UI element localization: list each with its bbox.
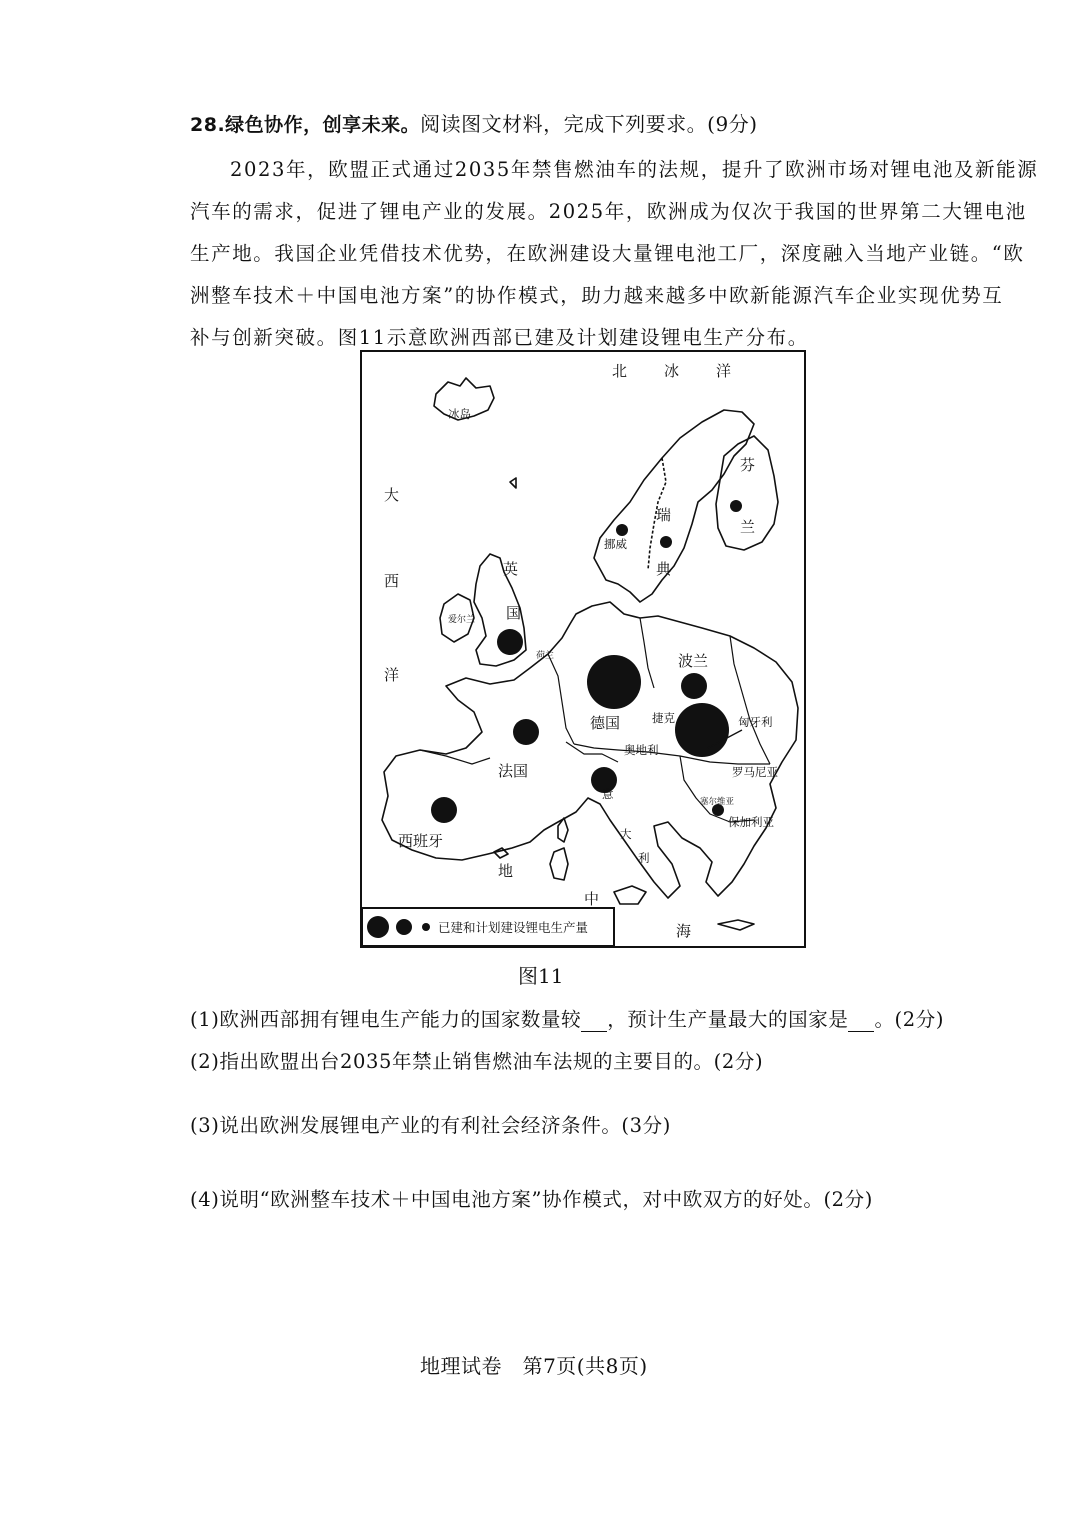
sicily-outline (614, 886, 646, 904)
legend-circle-small (422, 923, 430, 931)
label-hungary: 匈牙利 (738, 715, 773, 729)
label-atlantic-3: 洋 (384, 666, 400, 684)
label-atlantic-2: 西 (384, 572, 400, 590)
europe-map (362, 352, 804, 946)
italy-border (566, 742, 618, 762)
question-title (190, 108, 758, 137)
label-romania: 罗马尼亚 (732, 765, 778, 779)
label-italy-1: 意 (602, 787, 614, 801)
legend-circle-large (367, 916, 389, 938)
question-number-title: 28.绿色协作，创享未来。 (190, 114, 421, 136)
label-sweden-1: 瑞 (656, 506, 672, 524)
germany-poland-border (640, 618, 654, 688)
paragraph-line-2: 汽车的需求，促进了锂电产业的发展。2025年，欧洲成为仅次于我国的世界第二大锂电池 (190, 200, 1027, 223)
production-circle-uk (497, 629, 523, 655)
production-circle-poland (681, 673, 707, 699)
label-poland: 波兰 (678, 652, 709, 670)
production-circle-finland (730, 500, 742, 512)
label-atlantic-1: 大 (384, 486, 400, 504)
mainland-outline (382, 602, 798, 898)
europe-map-figure (360, 350, 806, 948)
paragraph-line-1: 2023年，欧盟正式通过2035年禁售燃油车的法规，提升了欧洲市场对锂电池及新能源 (230, 158, 1039, 181)
answer-blank-1[interactable] (581, 1013, 607, 1032)
paragraph-line-3: 生产地。我国企业凭借技术优势，在欧洲建设大量锂电池工厂，深度融入当地产业链。“欧 (190, 242, 1025, 265)
sub-question-1-part-a: (1)欧洲西部拥有锂电生产能力的国家数量较 (190, 1008, 582, 1031)
island-small (510, 478, 516, 488)
sub-question-1 (190, 1004, 944, 1032)
label-france: 法国 (498, 762, 529, 780)
production-circle-spain (431, 797, 457, 823)
label-germany: 德国 (590, 714, 621, 732)
production-circle-france (513, 719, 539, 745)
sub-question-3: (3)说出欧洲发展锂电产业的有利社会经济条件。(3分) (190, 1114, 671, 1137)
label-czech: 捷克 (652, 711, 675, 725)
label-arctic-3: 洋 (716, 362, 732, 380)
label-serbia: 塞尔维亚 (700, 797, 735, 807)
footer-subject: 地理试卷 (420, 1354, 502, 1378)
label-netherlands: 荷兰 (536, 651, 555, 661)
production-circle-hungary (675, 703, 729, 757)
label-uk-2: 国 (506, 604, 522, 622)
label-austria: 奥地利 (624, 743, 659, 757)
paragraph-line-5: 补与创新突破。图11示意欧洲西部已建及计划建设锂电生产分布。 (190, 326, 809, 349)
label-bulgaria: 保加利亚 (728, 815, 774, 829)
sardinia-outline (550, 848, 568, 880)
question-instruction: 阅读图文材料，完成下列要求。(9分) (420, 112, 758, 136)
sub-question-1-part-c: 。(2分) (874, 1008, 945, 1031)
label-italy-3: 利 (638, 851, 650, 865)
sub-question-2: (2)指出欧盟出台2035年禁止销售燃油车法规的主要目的。(2分) (190, 1050, 764, 1073)
legend-text: 已建和计划建设锂电生产量 (438, 920, 589, 935)
label-arctic-2: 冰 (664, 362, 680, 380)
label-sweden-2: 典 (656, 560, 672, 578)
legend-circle-medium (396, 919, 412, 935)
label-med-3: 海 (676, 922, 692, 940)
page-footer (420, 1350, 648, 1379)
production-circle-sweden (660, 536, 672, 548)
label-italy-2: 大 (620, 827, 632, 841)
label-med-2: 中 (584, 890, 600, 908)
label-ireland: 爱尔兰 (448, 615, 476, 625)
label-arctic-1: 北 (612, 362, 628, 380)
france-germany-border (548, 654, 574, 744)
label-finland-1: 芬 (740, 456, 756, 474)
map-legend (362, 908, 614, 946)
production-circle-germany (587, 655, 641, 709)
central-borders (574, 744, 770, 764)
label-uk-1: 英 (503, 560, 519, 578)
production-circle-norway (616, 524, 628, 536)
figure-caption: 图11 (518, 964, 564, 988)
label-norway: 挪威 (604, 537, 627, 551)
footer-page: 第7页(共8页) (522, 1354, 648, 1378)
label-iceland: 冰岛 (448, 407, 471, 421)
label-med-1: 地 (498, 862, 514, 880)
sub-question-1-part-b: ，预计生产量最大的国家是 (607, 1008, 849, 1031)
label-spain: 西班牙 (398, 832, 444, 850)
label-finland-2: 兰 (740, 518, 756, 536)
answer-blank-2[interactable] (848, 1013, 874, 1032)
crete-outline (718, 920, 754, 930)
paragraph-line-4: 洲整车技术＋中国电池方案”的协作模式，助力越来越多中欧新能源汽车企业实现优势互 (190, 284, 1004, 307)
sub-question-4: (4)说明“欧洲整车技术＋中国电池方案”协作模式，对中欧双方的好处。(2分) (190, 1188, 873, 1211)
